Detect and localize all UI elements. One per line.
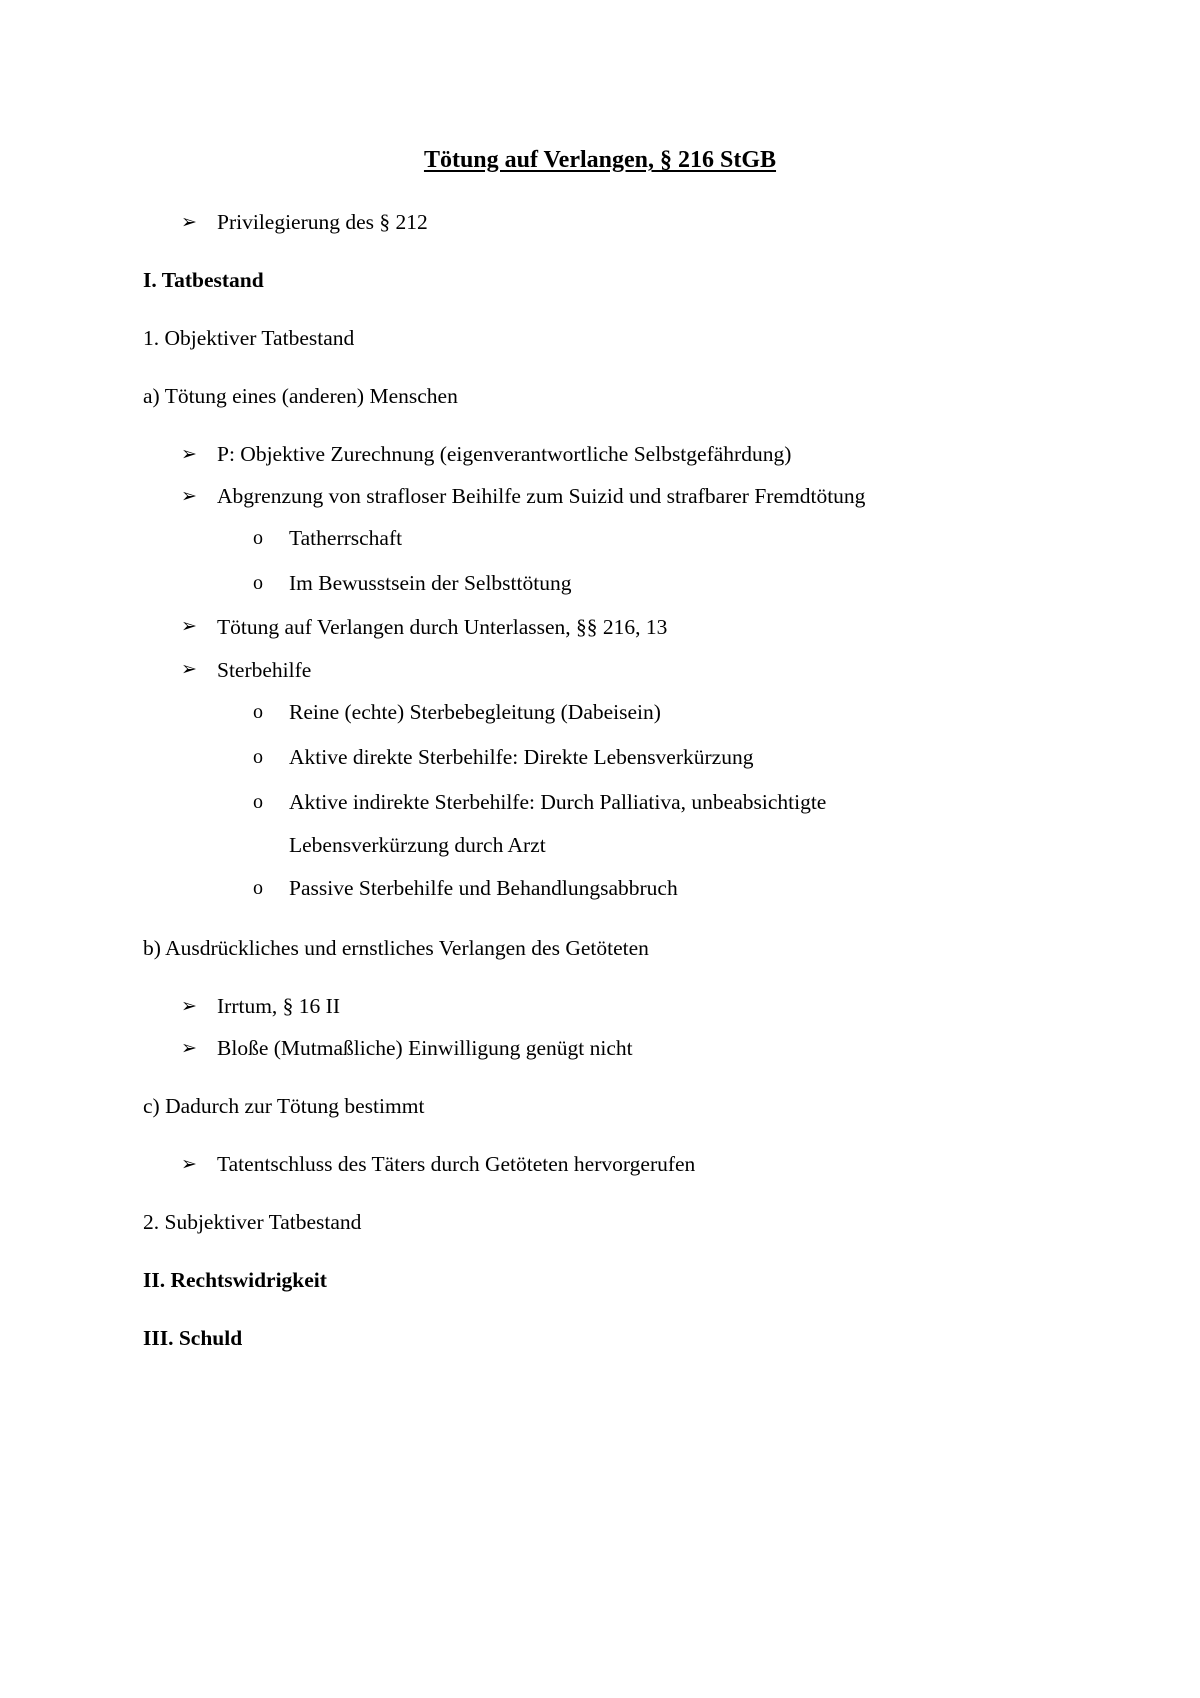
section-heading-tatbestand: I. Tatbestand [143,268,264,292]
bullet-item: Privilegierung des § 212 [217,210,428,234]
arrow-bullet-icon: ➢ [181,486,197,507]
section-heading-rechtswidrigkeit: II. Rechtswidrigkeit [143,1268,327,1292]
bullet-item: Tötung auf Verlangen durch Unterlassen, §§ 216, 13 [217,615,668,639]
sub-bullet-item: Aktive indirekte Sterbehilfe: Durch Palliativa, unbeabsichtigte [289,790,827,814]
document-title: Tötung auf Verlangen, § 216 StGB [423,147,777,173]
bullet-item: P: Objektive Zurechnung (eigenverantwortliche Selbstgefährdung) [217,442,792,466]
subsection-heading: 2. Subjektiver Tatbestand [143,1210,362,1234]
sub-bullet-item: Passive Sterbehilfe und Behandlungsabbruch [289,876,678,900]
subsection-heading: a) Tötung eines (anderen) Menschen [143,384,458,408]
arrow-bullet-icon: ➢ [181,616,197,637]
arrow-bullet-icon: ➢ [181,1038,197,1059]
circle-bullet-icon: o [253,527,263,549]
section-heading-schuld: III. Schuld [143,1326,243,1350]
circle-bullet-icon: o [253,746,263,768]
circle-bullet-icon: o [253,791,263,813]
arrow-bullet-icon: ➢ [181,212,197,233]
circle-bullet-icon: o [253,572,263,594]
bullet-item: Abgrenzung von strafloser Beihilfe zum Suizid und strafbarer Fremdtötung [217,484,866,508]
sub-bullet-item: Im Bewusstsein der Selbsttötung [289,571,572,595]
circle-bullet-icon: o [253,701,263,723]
bullet-item: Irrtum, § 16 II [217,994,340,1018]
arrow-bullet-icon: ➢ [181,996,197,1017]
sub-bullet-item: Reine (echte) Sterbebegleitung (Dabeisein) [289,700,661,724]
bullet-item: Sterbehilfe [217,658,312,682]
subsection-heading: 1. Objektiver Tatbestand [143,326,355,350]
arrow-bullet-icon: ➢ [181,444,197,465]
arrow-bullet-icon: ➢ [181,659,197,680]
subsection-heading: c) Dadurch zur Tötung bestimmt [143,1094,425,1118]
bullet-item: Tatentschluss des Täters durch Getöteten hervorgerufen [217,1152,696,1176]
sub-bullet-item: Tatherrschaft [289,526,403,550]
arrow-bullet-icon: ➢ [181,1154,197,1175]
bullet-item: Bloße (Mutmaßliche) Einwilligung genügt nicht [217,1036,633,1060]
sub-bullet-item-continuation: Lebensverkürzung durch Arzt [289,833,546,857]
sub-bullet-item: Aktive direkte Sterbehilfe: Direkte Lebensverkürzung [289,745,754,769]
subsection-heading: b) Ausdrückliches und ernstliches Verlangen des Getöteten [143,936,649,960]
circle-bullet-icon: o [253,877,263,899]
